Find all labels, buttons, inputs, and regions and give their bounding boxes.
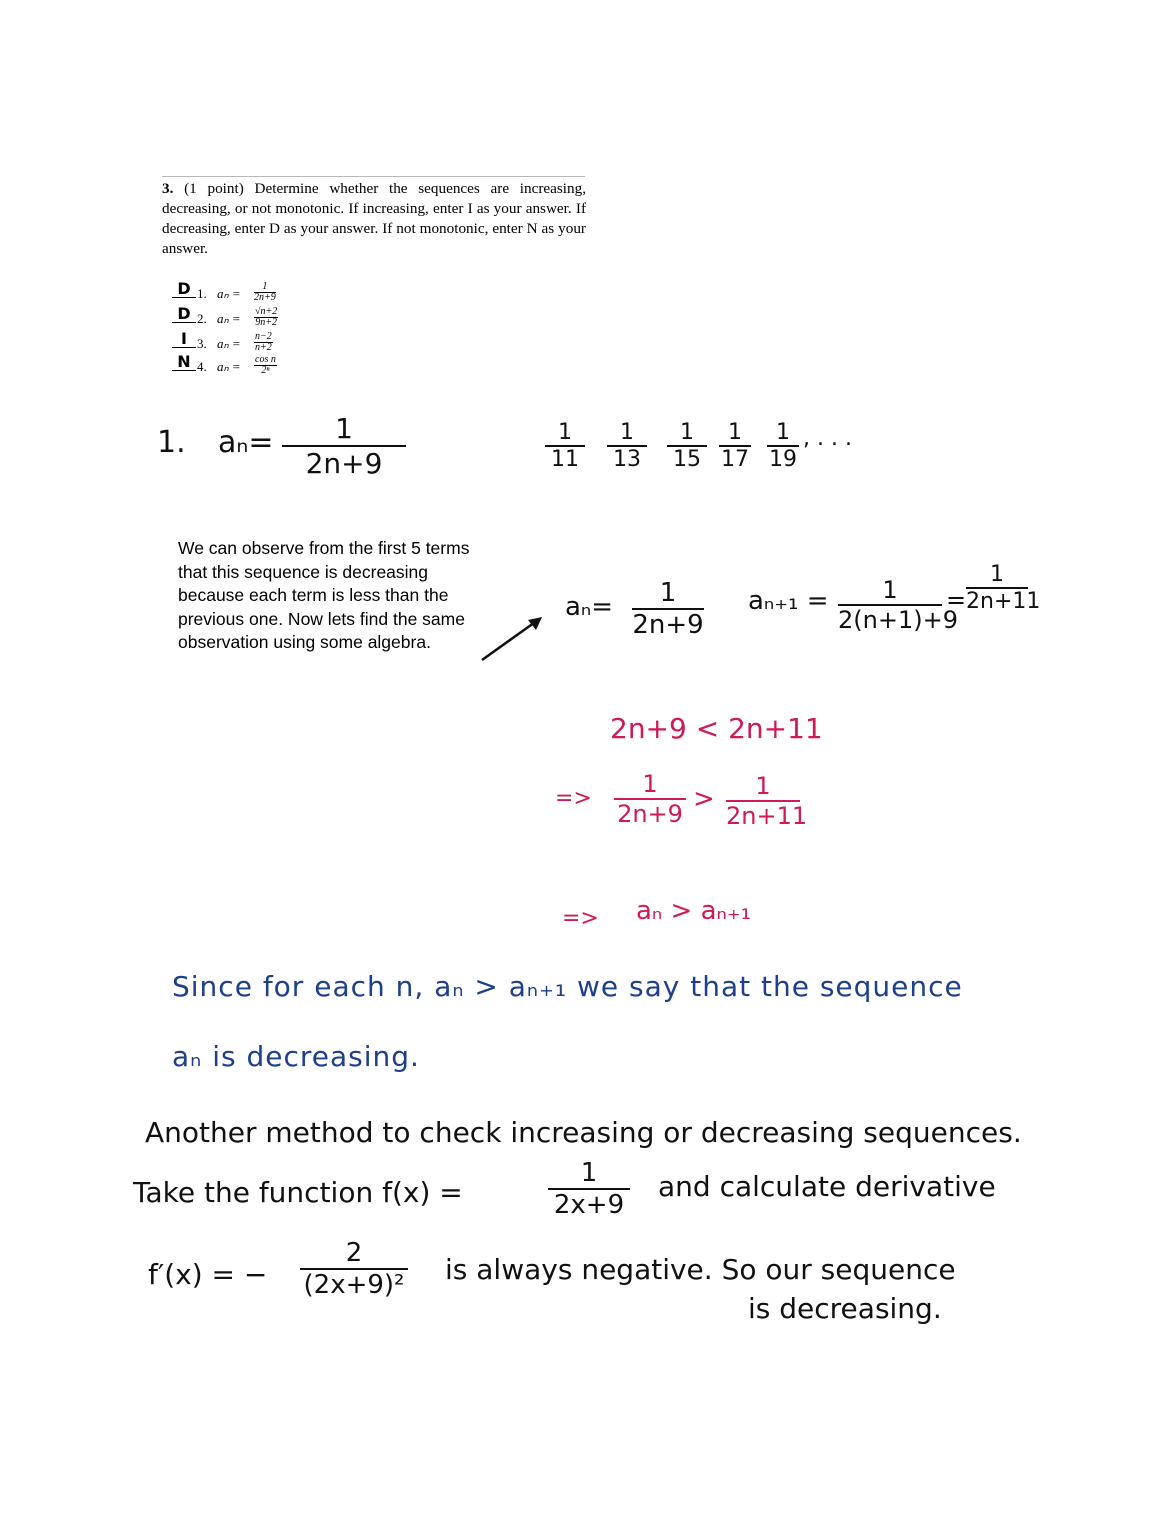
item-number: 4. <box>197 359 207 374</box>
top-rule <box>162 176 585 177</box>
item-lhs: aₙ = <box>217 286 241 301</box>
method-line-1: Another method to check increasing or decreasing sequences. <box>145 1116 1022 1149</box>
deriv-tail: is always negative. So our sequence <box>445 1253 956 1286</box>
answer-item-4 <box>172 352 342 377</box>
answer-1: D <box>172 281 196 298</box>
term-den: 13 <box>613 447 641 472</box>
item-fraction <box>254 282 276 303</box>
an-num: 1 <box>282 412 406 447</box>
item-number: 1. <box>197 286 207 301</box>
frac-den: 2ⁿ <box>261 365 270 376</box>
answer-3: I <box>172 331 196 348</box>
problem-number: 3. <box>162 180 174 197</box>
term-num: 1 <box>607 420 647 447</box>
an1-num2: 1 <box>966 562 1028 589</box>
frac-num: 1 <box>254 282 276 293</box>
item-number: 3. <box>197 336 207 351</box>
answer-2: D <box>172 306 196 323</box>
arrow-icon <box>478 612 548 666</box>
greater-than: > <box>693 784 715 814</box>
item-lhs: aₙ = <box>217 359 241 374</box>
frac-num: cos n <box>255 354 276 365</box>
answer-4: N <box>172 354 196 371</box>
an2-num: 1 <box>632 578 704 610</box>
an-fraction <box>282 412 406 480</box>
item-number: 2. <box>197 311 207 326</box>
an-den: 2n+9 <box>305 447 383 480</box>
term-3 <box>667 420 707 472</box>
implies-1: => <box>555 786 592 811</box>
an1-den: 2(n+1)+9 <box>838 606 958 634</box>
observation-text: We can observe from the first 5 terms that this sequence is decreasing because each term is less than the previous one. Now lets find the same observation using some algebra. <box>178 538 470 652</box>
ineq2-left-fraction <box>614 770 686 828</box>
an1-simplified <box>966 562 1041 614</box>
term-num: 1 <box>719 420 751 447</box>
an1-lhs: aₙ₊₁ = <box>748 586 829 616</box>
deriv-num: 2 <box>300 1238 408 1270</box>
inequality-1: 2n+9 < 2n+11 <box>610 712 823 745</box>
sequence-terms <box>545 420 865 480</box>
problem-points: (1 point) <box>184 180 244 197</box>
an1-num: 1 <box>838 576 942 606</box>
term-num: 1 <box>767 420 799 447</box>
method-f-fraction <box>548 1158 630 1220</box>
method-tail: and calculate derivative <box>658 1170 996 1203</box>
item-fraction <box>254 307 278 328</box>
ineq2-num2: 1 <box>726 772 800 802</box>
an2-fraction <box>632 578 704 640</box>
problem-statement <box>162 179 586 259</box>
an1-fraction <box>838 576 958 634</box>
frac-den: n+2 <box>255 342 272 353</box>
an1-den2: 2n+11 <box>966 589 1041 614</box>
frac-den: 9n+2 <box>255 317 277 328</box>
problem-text: Determine whether the sequences are increasing, decreasing, or not monotonic. If increasing, enter I as your answer. If decreasing, enter D as your answer. If not monotonic, enter N as your answer. <box>162 180 587 257</box>
deriv-den: (2x+9)² <box>303 1270 405 1300</box>
term-den: 15 <box>673 447 701 472</box>
answer-item-3 <box>172 329 342 354</box>
method-take: Take the function f(x) = <box>133 1176 463 1209</box>
an-lhs: aₙ= <box>218 425 274 460</box>
term-num: 1 <box>667 420 707 447</box>
deriv-fraction <box>300 1238 408 1300</box>
item-fraction <box>254 332 273 353</box>
deriv-tail-2: is decreasing. <box>748 1292 942 1325</box>
method-f-den: 2x+9 <box>553 1190 625 1220</box>
term-den: 17 <box>721 447 749 472</box>
frac-den: 2n+9 <box>254 292 276 303</box>
item-lhs: aₙ = <box>217 336 241 351</box>
answer-item-1 <box>172 279 342 304</box>
term-den: 11 <box>551 447 579 472</box>
conclusion-line-1: Since for each n, aₙ > aₙ₊₁ we say that the sequence <box>172 970 963 1003</box>
ineq2-num1: 1 <box>614 770 686 800</box>
ineq2-right-fraction <box>726 772 808 830</box>
term-den: 19 <box>769 447 797 472</box>
method-f-num: 1 <box>548 1158 630 1190</box>
item-fraction <box>254 355 277 376</box>
ineq2-den2: 2n+11 <box>726 802 808 830</box>
ineq2-den1: 2n+9 <box>617 800 683 828</box>
equals-sign: = <box>946 586 967 614</box>
terms-tail: , . . . <box>803 426 852 451</box>
deriv-lhs: f′(x) = − <box>148 1258 268 1291</box>
item-lhs: aₙ = <box>217 311 241 326</box>
an2-lhs: aₙ= <box>565 592 614 622</box>
term-4 <box>719 420 751 472</box>
term-2 <box>607 420 647 472</box>
an2-den: 2n+9 <box>632 610 704 640</box>
term-num: 1 <box>545 420 585 447</box>
frac-num: n−2 <box>255 331 272 342</box>
term-1 <box>545 420 585 472</box>
frac-num: √n+2 <box>255 306 278 317</box>
inequality-3: aₙ > aₙ₊₁ <box>636 896 752 926</box>
work-label: 1. <box>157 425 186 460</box>
term-5 <box>767 420 799 472</box>
answer-item-2 <box>172 304 342 329</box>
implies-2: => <box>562 906 599 931</box>
conclusion-line-2: aₙ is decreasing. <box>172 1040 420 1073</box>
